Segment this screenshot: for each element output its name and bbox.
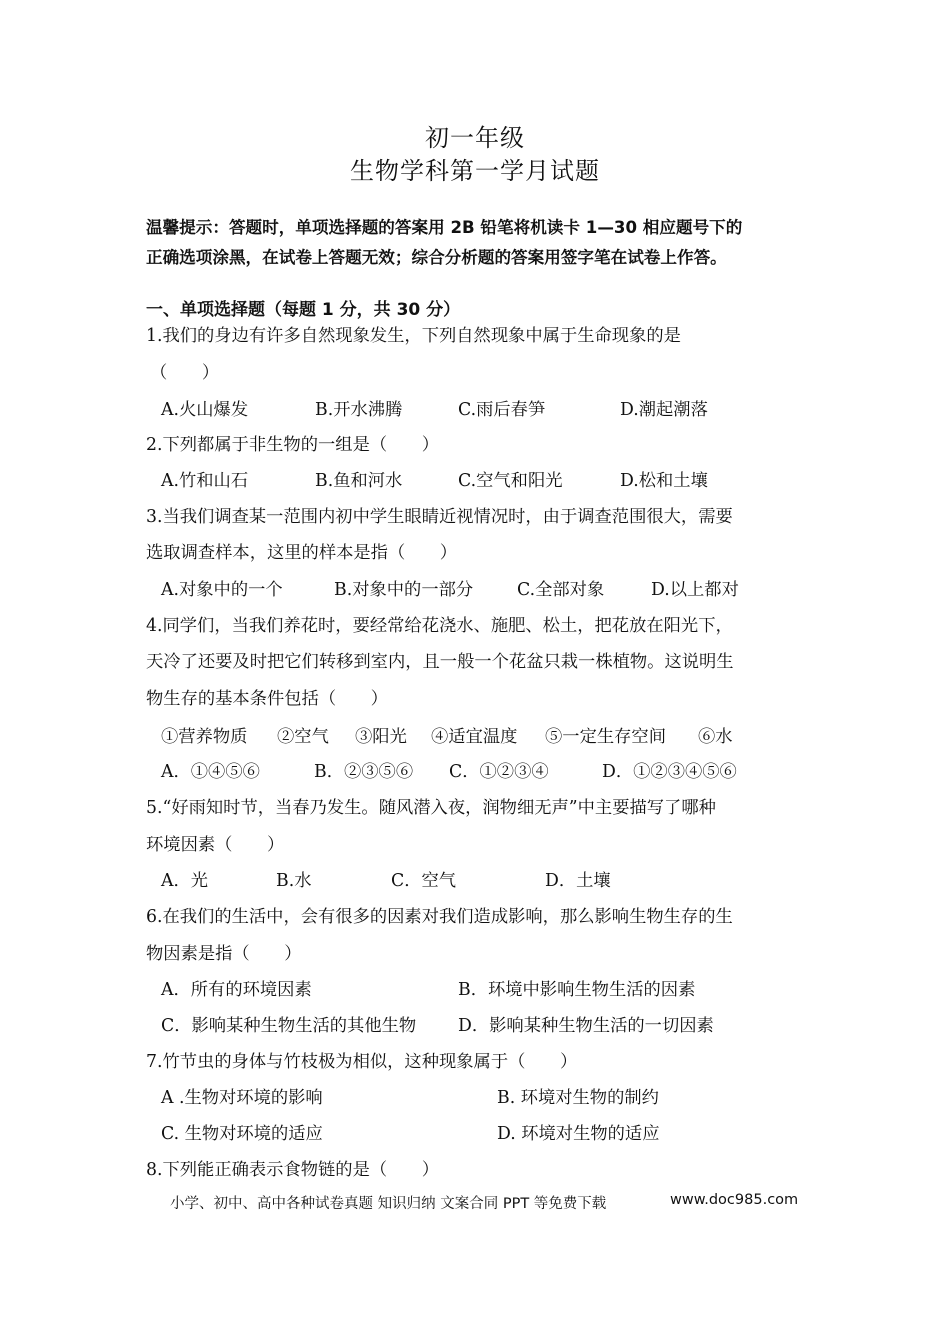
q4-item-3: ③阳光 — [355, 727, 407, 747]
footer-url[interactable]: www.doc985.com — [670, 1192, 799, 1208]
notice-line-2: 正确选项涂黑，在试卷上答题无效；综合分析题的答案用签字笔在试卷上作答。 — [146, 248, 727, 267]
question-5-stem-cont: 环境因素（ ） — [146, 835, 285, 855]
q4-option-d: D．①②③④⑤⑥ — [602, 762, 737, 782]
q2-option-b: B.鱼和河水 — [315, 471, 403, 491]
question-6-stem-cont: 物因素是指（ ） — [146, 944, 302, 964]
q7-option-b: B. 环境对生物的制约 — [497, 1088, 659, 1108]
q5-option-d: D．土壤 — [545, 871, 611, 891]
question-5-stem: 5.“好雨知时节，当春乃发生。随风潜入夜，润物细无声”中主要描写了哪种 — [146, 798, 716, 818]
question-3-stem: 3.当我们调查某一范围内初中学生眼睛近视情况时，由于调查范围很大，需要 — [146, 507, 733, 527]
question-8-stem: 8.下列能正确表示食物链的是（ ） — [146, 1160, 439, 1180]
question-2-stem: 2.下列都属于非生物的一组是（ ） — [146, 435, 439, 455]
q4-item-6: ⑥水 — [698, 727, 733, 747]
q4-item-2: ②空气 — [277, 727, 329, 747]
q7-option-c: C. 生物对环境的适应 — [161, 1124, 323, 1144]
q4-option-b: B．②③⑤⑥ — [314, 762, 414, 782]
question-4-stem-cont-2: 物生存的基本条件包括（ ） — [146, 689, 388, 709]
q6-option-b: B．环境中影响生物生活的因素 — [458, 980, 696, 1000]
q1-option-d: D.潮起潮落 — [620, 400, 708, 420]
notice-line-1: 温馨提示：答题时，单项选择题的答案用 2B 铅笔将机读卡 1—30 相应题号下的 — [146, 218, 743, 237]
q1-option-c: C.雨后春笋 — [458, 400, 546, 420]
page-footer — [170, 1192, 799, 1213]
q1-option-b: B.开水沸腾 — [315, 400, 403, 420]
q3-option-c: C.全部对象 — [517, 580, 605, 600]
question-1-stem: 1.我们的身边有许多自然现象发生，下列自然现象中属于生命现象的是 — [146, 326, 681, 346]
q5-option-b: B.水 — [276, 871, 312, 891]
q4-item-5: ⑤一定生存空间 — [545, 727, 666, 747]
q6-option-a: A．所有的环境因素 — [161, 980, 312, 1000]
q4-option-c: C．①②③④ — [449, 762, 549, 782]
q4-option-a: A．①④⑤⑥ — [161, 762, 260, 782]
q3-option-b: B.对象中的一部分 — [334, 580, 474, 600]
q2-option-d: D.松和土壤 — [620, 471, 708, 491]
q3-option-d: D.以上都对 — [651, 580, 739, 600]
q7-option-d: D. 环境对生物的适应 — [497, 1124, 660, 1144]
q2-option-a: A.竹和山石 — [161, 471, 249, 491]
question-7-stem: 7.竹节虫的身体与竹枝极为相似，这种现象属于（ ） — [146, 1052, 578, 1072]
q7-option-a: A .生物对环境的影响 — [161, 1088, 323, 1108]
question-1-stem-cont: （ ） — [150, 363, 220, 383]
footer-text: 小学、初中、高中各种试卷真题 知识归纳 文案合同 PPT 等免费下载 — [170, 1196, 607, 1212]
q3-option-a: A.对象中的一个 — [161, 580, 283, 600]
question-6-stem: 6.在我们的生活中，会有很多的因素对我们造成影响，那么影响生物生存的生 — [146, 907, 733, 927]
section-heading: 一、单项选择题（每题 1 分，共 30 分） — [146, 300, 461, 320]
q5-option-c: C．空气 — [391, 871, 457, 891]
q2-option-c: C.空气和阳光 — [458, 471, 563, 491]
question-4-stem-cont-1: 天冷了还要及时把它们转移到室内，且一般一个花盆只栽一株植物。这说明生 — [146, 652, 734, 672]
exam-subject-title: 生物学科第一学月试题 — [350, 157, 600, 185]
q6-option-c: C．影响某种生物生活的其他生物 — [161, 1016, 417, 1036]
q4-item-4: ④适宜温度 — [431, 727, 518, 747]
exam-grade-title: 初一年级 — [425, 124, 525, 152]
question-4-stem: 4.同学们，当我们养花时，要经常给花浇水、施肥、松土，把花放在阳光下， — [146, 616, 733, 636]
q5-option-a: A．光 — [161, 871, 209, 891]
q4-item-1: ①营养物质 — [161, 727, 248, 747]
question-3-stem-cont: 选取调查样本，这里的样本是指（ ） — [146, 543, 458, 563]
q1-option-a: A.火山爆发 — [161, 400, 249, 420]
q6-option-d: D．影响某种生物生活的一切因素 — [458, 1016, 714, 1036]
